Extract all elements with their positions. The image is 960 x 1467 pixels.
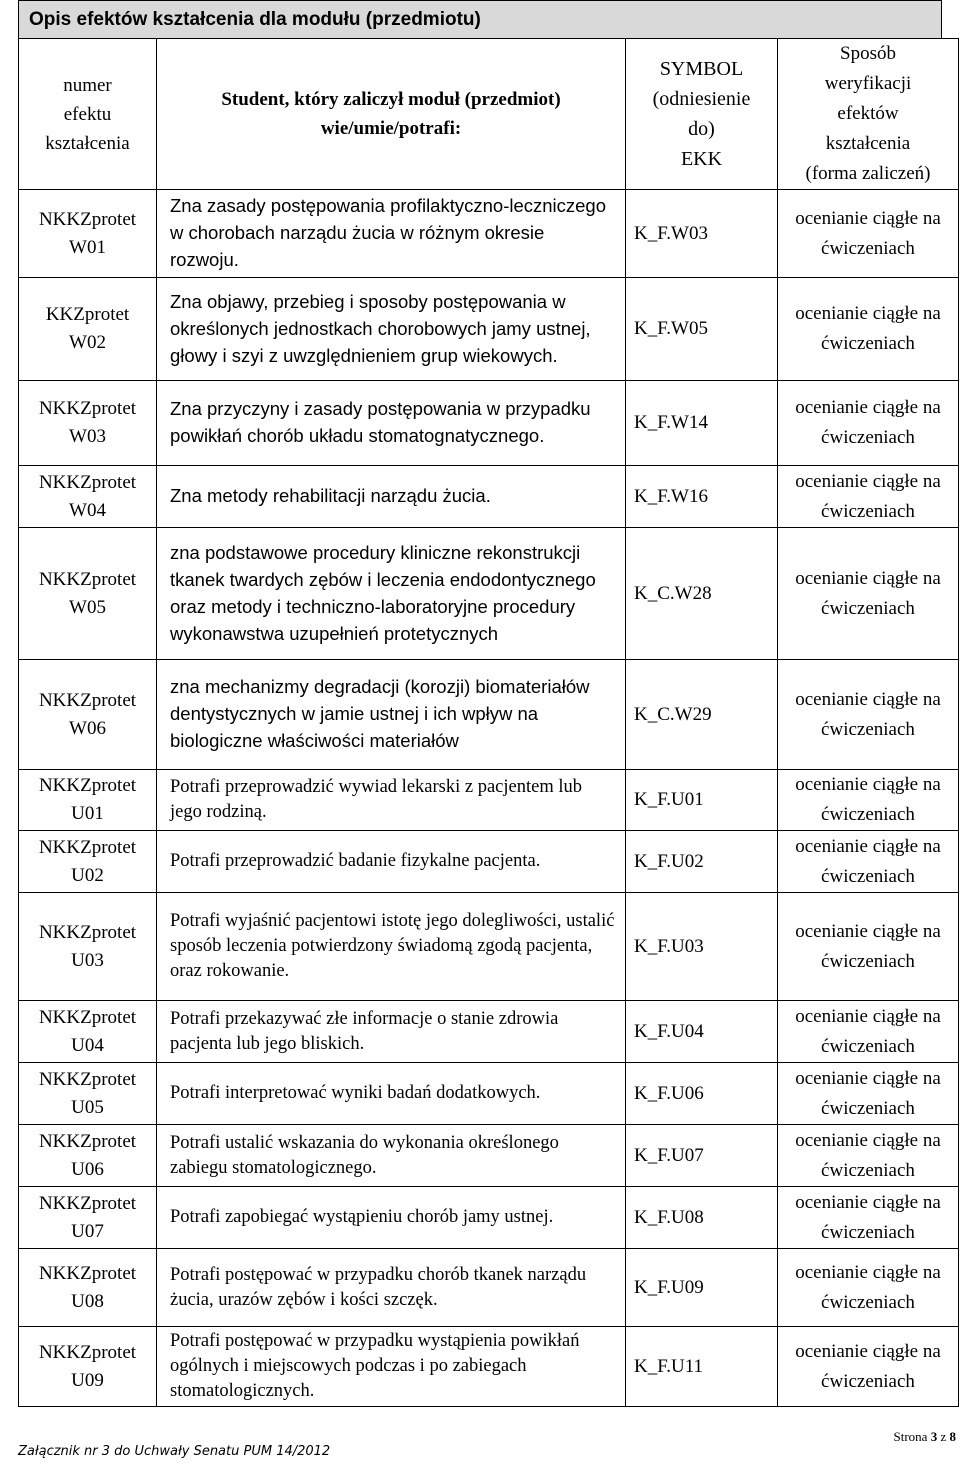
- outcome-description: Potrafi przekazywać złe informacje o stanie zdrowia pacjenta lub jego bliskich.: [170, 1008, 559, 1054]
- outcome-number-cell: [19, 660, 157, 770]
- verification-method: ocenianie ciągłe na ćwiczeniach: [795, 774, 941, 825]
- verification-method: ocenianie ciągłe na ćwiczeniach: [795, 835, 941, 887]
- ekk-symbol: K_F.U11: [634, 1355, 704, 1377]
- outcome-number-cell: [19, 1249, 157, 1327]
- ekk-symbol: K_F.W14: [634, 412, 708, 433]
- outcome-number: NKKZprotet U07: [38, 1192, 137, 1242]
- header-student-description: Student, który zaliczył moduł (przedmiot) wie/umie/potrafi:: [157, 39, 626, 190]
- outcome-number: NKKZprotet W06: [38, 689, 137, 739]
- ekk-symbol: K_F.W16: [634, 485, 708, 507]
- outcome-description-cell: [157, 528, 626, 660]
- outcome-number-cell: [19, 381, 157, 466]
- outcome-number-cell: [19, 278, 157, 381]
- table-row: [19, 1187, 959, 1249]
- outcome-description: Zna objawy, przebieg i sposoby postępowania w określonych jednostkach chorobowych jamy ustnej, głowy i szyi z uwzględnieniem grup wiekowych.: [170, 290, 591, 366]
- table-row: [19, 466, 959, 528]
- symbol-cell: [626, 660, 778, 770]
- outcome-description: Zna zasady postępowania profilaktyczno-leczniczego w chorobach narządu żucia w różnym okresie rozwoju.: [170, 195, 607, 270]
- outcome-description: Zna przyczyny i zasady postępowania w przypadku powikłań chorób układu stomatognatycznego.: [170, 398, 591, 446]
- outcome-description-cell: [157, 1187, 626, 1249]
- verification-method-cell: [778, 466, 959, 528]
- outcome-number: NKKZprotet W04: [38, 471, 137, 521]
- page-number: Strona 3 z 8: [893, 1429, 956, 1444]
- table-row: [19, 893, 959, 1001]
- verification-method-cell: [778, 1001, 959, 1063]
- outcome-number: NKKZprotet U08: [38, 1262, 137, 1312]
- symbol-cell: [626, 1001, 778, 1063]
- outcome-description-cell: [157, 770, 626, 831]
- verification-method-cell: [778, 831, 959, 893]
- ekk-symbol: K_F.U07: [634, 1144, 704, 1166]
- outcome-description: Potrafi przeprowadzić badanie fizykalne pacjenta.: [170, 851, 541, 871]
- outcome-description: Potrafi postępować w przypadku chorób tkanek narządu żucia, urazów zębów i kości szczęk.: [170, 1264, 587, 1310]
- outcome-number-cell: [19, 190, 157, 278]
- outcome-description: Potrafi ustalić wskazania do wykonania określonego zabiegu stomatologicznego.: [170, 1132, 559, 1178]
- verification-method: ocenianie ciągłe na ćwiczeniach: [795, 1067, 941, 1119]
- table-row: [19, 381, 959, 466]
- ekk-symbol: K_F.U06: [634, 1082, 704, 1104]
- table-row: [19, 1001, 959, 1063]
- outcome-number: NKKZprotet U06: [38, 1130, 137, 1180]
- symbol-cell: [626, 770, 778, 831]
- verification-method: ocenianie ciągłe na ćwiczeniach: [795, 397, 941, 448]
- outcome-description: Potrafi przeprowadzić wywiad lekarski z pacjentem lub jego rodziną.: [170, 777, 582, 822]
- outcome-description: Potrafi zapobiegać wystąpieniu chorób jamy ustnej.: [170, 1207, 554, 1227]
- outcome-description: zna podstawowe procedury kliniczne rekonstrukcji tkanek twardych zębów i leczenia endodontycznego oraz metody i techniczno-laboratoryjne procedury wykonawstwa uzupełnień protetycznych: [170, 541, 596, 644]
- verification-method: ocenianie ciągłe na ćwiczeniach: [795, 920, 941, 972]
- table-row: [19, 1125, 959, 1187]
- verification-method-cell: [778, 278, 959, 381]
- ekk-symbol: K_F.U03: [634, 935, 704, 957]
- symbol-cell: [626, 190, 778, 278]
- outcome-number-cell: [19, 770, 157, 831]
- verification-method: ocenianie ciągłe na ćwiczeniach: [795, 303, 941, 354]
- symbol-cell: [626, 1125, 778, 1187]
- outcome-number-cell: [19, 831, 157, 893]
- outcome-description-cell: [157, 1001, 626, 1063]
- verification-method: ocenianie ciągłe na ćwiczeniach: [795, 470, 941, 522]
- verification-method-cell: [778, 1249, 959, 1327]
- symbol-cell: [626, 893, 778, 1001]
- ekk-symbol: K_F.U09: [634, 1276, 704, 1298]
- outcome-number-cell: [19, 1187, 157, 1249]
- table-row: [19, 1249, 959, 1327]
- symbol-cell: [626, 1249, 778, 1327]
- table-row: [19, 1063, 959, 1125]
- outcome-description-cell: [157, 1327, 626, 1407]
- verification-method: ocenianie ciągłe na ćwiczeniach: [795, 1129, 941, 1181]
- table-row: [19, 190, 959, 278]
- ekk-symbol: K_F.U04: [634, 1020, 704, 1042]
- table-row: [19, 278, 959, 381]
- verification-method-cell: [778, 528, 959, 660]
- symbol-cell: [626, 1063, 778, 1125]
- verification-method: ocenianie ciągłe na ćwiczeniach: [795, 1261, 941, 1313]
- document-page: [18, 0, 942, 1407]
- footer-attachment-note: Załącznik nr 3 do Uchwały Senatu PUM 14/2012: [18, 1444, 331, 1459]
- verification-method: ocenianie ciągłe na ćwiczeniach: [795, 1340, 941, 1392]
- outcome-description-cell: [157, 1063, 626, 1125]
- symbol-cell: [626, 278, 778, 381]
- outcome-number: NKKZprotet U01: [38, 775, 137, 824]
- outcome-description: Potrafi wyjaśnić pacjentowi istotę jego dolegliwości, ustalić sposób leczenia potwierdzony świadomą zgodą pacjenta, oraz rokowanie.: [170, 911, 615, 981]
- outcome-number-cell: [19, 1001, 157, 1063]
- table-row: [19, 831, 959, 893]
- ekk-symbol: K_F.U08: [634, 1206, 704, 1228]
- table-row: [19, 1327, 959, 1407]
- outcome-number-cell: [19, 1327, 157, 1407]
- section-title: Opis efektów kształcenia dla modułu (przedmiotu): [18, 0, 942, 38]
- verification-method: ocenianie ciągłe na ćwiczeniach: [795, 688, 941, 740]
- table-row: [19, 770, 959, 831]
- verification-method-cell: [778, 1187, 959, 1249]
- outcome-number: NKKZprotet U03: [38, 921, 137, 971]
- symbol-cell: [626, 1187, 778, 1249]
- outcome-description: Zna metody rehabilitacji narządu żucia.: [170, 485, 491, 506]
- verification-method-cell: [778, 660, 959, 770]
- outcome-description-cell: [157, 466, 626, 528]
- verification-method: ocenianie ciągłe na ćwiczeniach: [795, 567, 941, 619]
- outcome-number: NKKZprotet U09: [38, 1341, 137, 1391]
- verification-method: ocenianie ciągłe na ćwiczeniach: [795, 1191, 941, 1243]
- outcome-description-cell: [157, 1249, 626, 1327]
- verification-method: ocenianie ciągłe na ćwiczeniach: [795, 207, 941, 259]
- outcome-description-cell: [157, 831, 626, 893]
- outcome-number-cell: [19, 893, 157, 1001]
- ekk-symbol: K_F.W05: [634, 318, 708, 339]
- ekk-symbol: K_F.U01: [634, 789, 704, 810]
- outcome-description-cell: [157, 1125, 626, 1187]
- verification-method-cell: [778, 1327, 959, 1407]
- outcome-description: Potrafi postępować w przypadku wystąpienia powikłań ogólnych i miejscowych podczas i po zabiegach stomatologicznych.: [170, 1331, 580, 1401]
- symbol-cell: [626, 1327, 778, 1407]
- table-row: [19, 528, 959, 660]
- outcome-description-cell: [157, 893, 626, 1001]
- ekk-symbol: K_C.W28: [634, 582, 712, 604]
- ekk-symbol: K_F.U02: [634, 850, 704, 872]
- outcome-description: Potrafi interpretować wyniki badań dodatkowych.: [170, 1083, 541, 1103]
- table-header-row: [19, 39, 959, 190]
- outcome-number-cell: [19, 466, 157, 528]
- outcome-number-cell: [19, 1125, 157, 1187]
- header-outcome-number: numer efektu kształcenia: [19, 39, 157, 190]
- symbol-cell: [626, 831, 778, 893]
- symbol-cell: [626, 528, 778, 660]
- verification-method-cell: [778, 190, 959, 278]
- outcome-number: NKKZprotet W05: [38, 568, 137, 618]
- header-verification-method: Sposób weryfikacji efektów kształcenia (forma zaliczeń): [778, 39, 959, 190]
- symbol-cell: [626, 466, 778, 528]
- outcome-number: NKKZprotet U05: [38, 1068, 137, 1118]
- outcome-number: NKKZprotet W03: [38, 398, 137, 447]
- ekk-symbol: K_C.W29: [634, 703, 712, 725]
- verification-method-cell: [778, 1125, 959, 1187]
- outcome-number: NKKZprotet U02: [38, 836, 137, 886]
- outcome-description-cell: [157, 381, 626, 466]
- outcome-description-cell: [157, 278, 626, 381]
- outcome-number: NKKZprotet W01: [38, 208, 137, 258]
- outcome-number: NKKZprotet U04: [38, 1006, 137, 1056]
- table-row: [19, 660, 959, 770]
- verification-method-cell: [778, 893, 959, 1001]
- outcome-description-cell: [157, 190, 626, 278]
- outcome-description: zna mechanizmy degradacji (korozji) biomateriałów dentystycznych w jamie ustnej i ich wpływ na biologiczne właściwości materiałów: [170, 676, 590, 751]
- verification-method-cell: [778, 770, 959, 831]
- symbol-cell: [626, 381, 778, 466]
- ekk-symbol: K_F.W03: [634, 222, 708, 244]
- learning-outcomes-table: [18, 38, 959, 1407]
- outcome-number: KKZprotet W02: [45, 304, 130, 353]
- verification-method-cell: [778, 381, 959, 466]
- outcome-number-cell: [19, 528, 157, 660]
- verification-method: ocenianie ciągłe na ćwiczeniach: [795, 1005, 941, 1057]
- header-symbol: SYMBOL (odniesienie do) EKK: [626, 39, 778, 190]
- verification-method-cell: [778, 1063, 959, 1125]
- outcome-description-cell: [157, 660, 626, 770]
- outcome-number-cell: [19, 1063, 157, 1125]
